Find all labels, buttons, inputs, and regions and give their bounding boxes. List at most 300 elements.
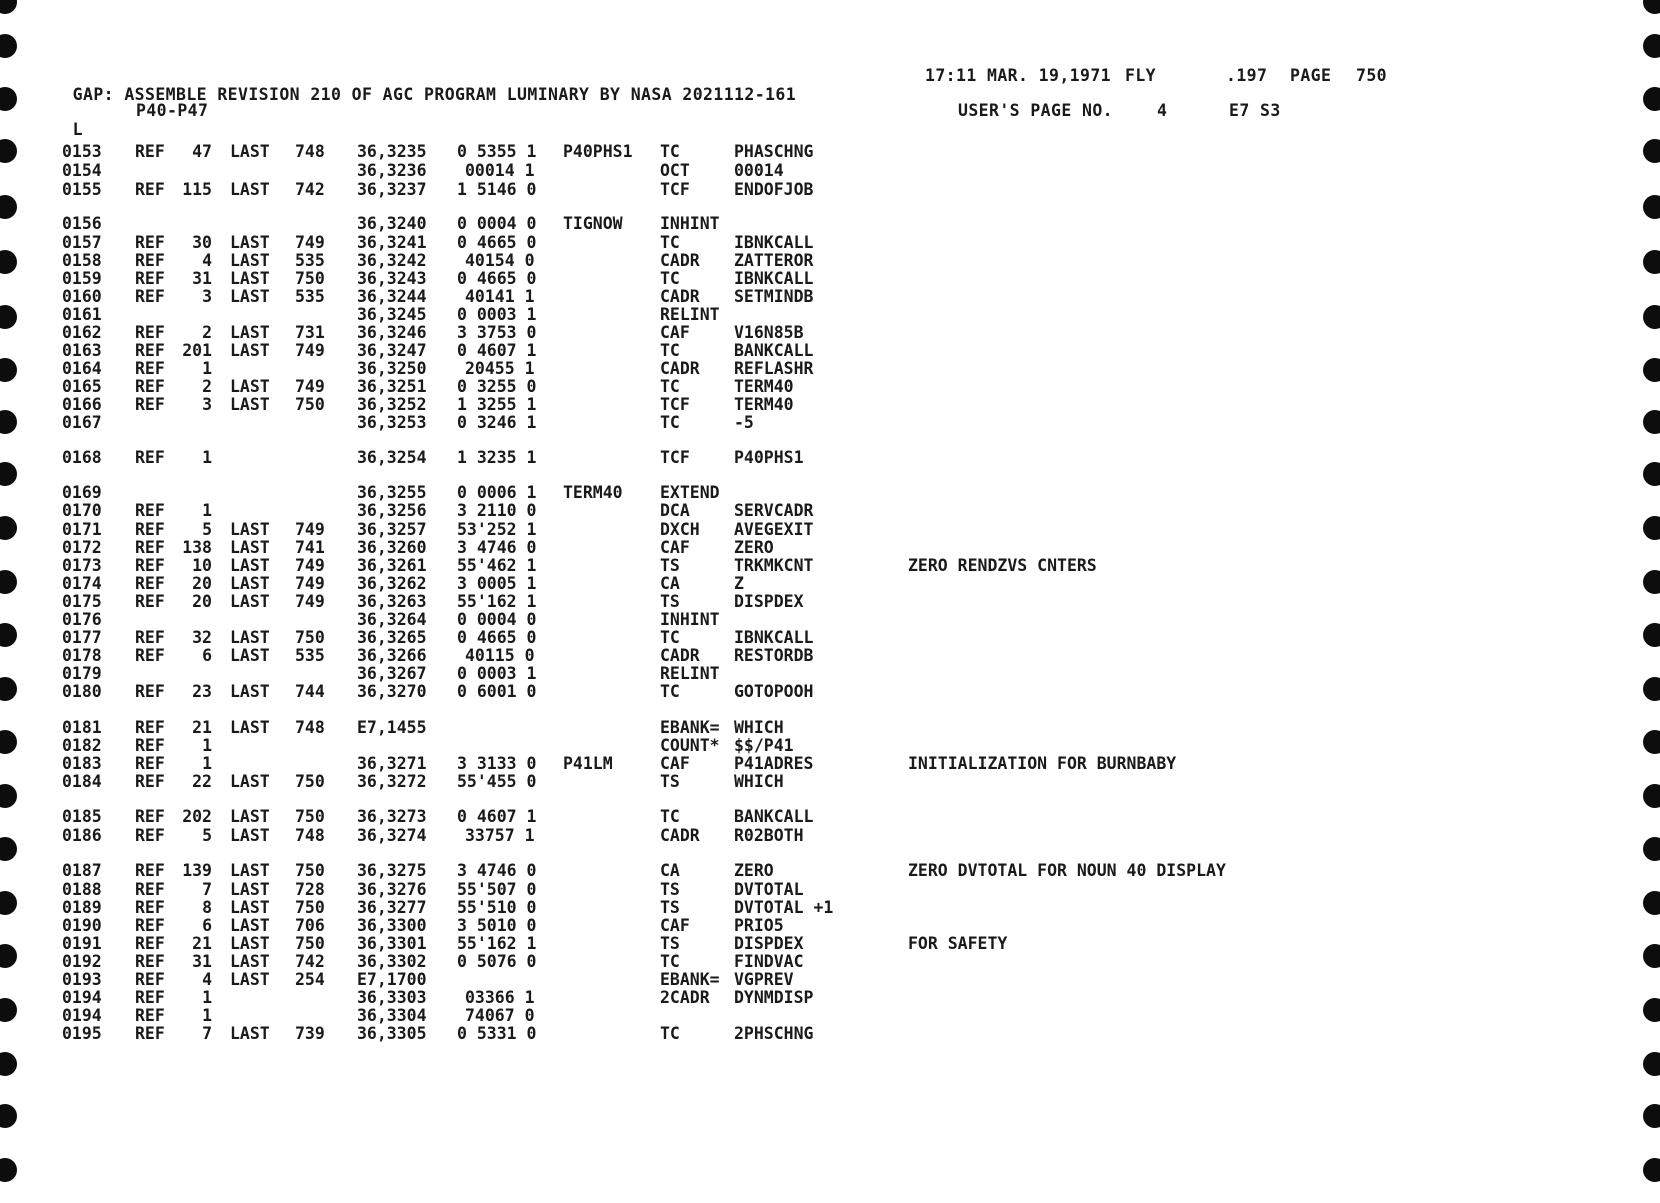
ref-count: 7 [202, 1024, 212, 1043]
line-number: 0173 [62, 556, 102, 575]
last-page: 742 [295, 952, 325, 971]
feed-hole [1643, 570, 1660, 594]
octal-code: 40154 0 [465, 251, 535, 270]
header-page-number: 750 [1356, 66, 1388, 85]
line-number: 0162 [62, 323, 102, 342]
ref-count: 10 [192, 556, 212, 575]
line-number: 0166 [62, 395, 102, 414]
operand: WHICH [734, 718, 784, 737]
opcode: COUNT* [660, 736, 720, 755]
feed-hole [1643, 195, 1660, 219]
last-page: 750 [295, 807, 325, 826]
line-number: 0175 [62, 592, 102, 611]
octal-code: 3 3133 0 [457, 754, 537, 773]
address: 36,3270 [357, 682, 427, 701]
ref-count: 1 [202, 501, 212, 520]
ref-count: 20 [192, 574, 212, 593]
last-keyword: LAST [230, 233, 270, 252]
opcode: RELINT [660, 664, 720, 683]
last-page: 728 [295, 880, 325, 899]
operand: RESTORDB [734, 646, 814, 665]
line-number: 0178 [62, 646, 102, 665]
octal-code: 0 0004 0 [457, 610, 537, 629]
feed-hole [1643, 462, 1660, 486]
address: 36,3266 [357, 646, 427, 665]
address: 36,3244 [357, 287, 427, 306]
ref-keyword: REF [135, 970, 165, 989]
opcode: TC [660, 377, 680, 396]
last-keyword: LAST [230, 180, 270, 199]
operand: DISPDEX [734, 592, 804, 611]
line-number: 0155 [62, 180, 102, 199]
feed-hole [1643, 998, 1660, 1022]
last-keyword: LAST [230, 592, 270, 611]
line-number: 0160 [62, 287, 102, 306]
opcode: RELINT [660, 305, 720, 324]
address: 36,3303 [357, 988, 427, 1007]
octal-code: 0 0006 1 [457, 483, 537, 502]
last-page: 731 [295, 323, 325, 342]
line-number: 0164 [62, 359, 102, 378]
ref-keyword: REF [135, 952, 165, 971]
opcode: TC [660, 1024, 680, 1043]
feed-hole [1643, 250, 1660, 274]
ref-keyword: REF [135, 898, 165, 917]
operand: BANKCALL [734, 341, 814, 360]
ref-keyword: REF [135, 861, 165, 880]
opcode: TC [660, 269, 680, 288]
last-page: 750 [295, 628, 325, 647]
address: 36,3257 [357, 520, 427, 539]
last-page: 748 [295, 718, 325, 737]
line-number: 0165 [62, 377, 102, 396]
address: 36,3247 [357, 341, 427, 360]
opcode: TCF [660, 395, 690, 414]
ref-keyword: REF [135, 880, 165, 899]
feed-hole [1643, 410, 1660, 434]
opcode: TCF [660, 448, 690, 467]
feed-hole [1643, 891, 1660, 915]
ref-count: 201 [182, 341, 212, 360]
feed-hole [0, 1158, 17, 1182]
line-number: 0159 [62, 269, 102, 288]
label: P40PHS1 [563, 142, 633, 161]
address: 36,3276 [357, 880, 427, 899]
octal-code: 3 0005 1 [457, 574, 537, 593]
address: 36,3277 [357, 898, 427, 917]
opcode: DCA [660, 501, 690, 520]
feed-hole [1643, 358, 1660, 382]
address: 36,3262 [357, 574, 427, 593]
last-page: 750 [295, 898, 325, 917]
opcode: EXTEND [660, 483, 720, 502]
address: 36,3273 [357, 807, 427, 826]
label: P41LM [563, 754, 613, 773]
opcode: TS [660, 556, 680, 575]
last-keyword: LAST [230, 377, 270, 396]
operand: IBNKCALL [734, 233, 814, 252]
ref-count: 32 [192, 628, 212, 647]
ref-count: 202 [182, 807, 212, 826]
octal-code: 03366 1 [465, 988, 535, 1007]
octal-code: 0 5355 1 [457, 142, 537, 161]
address: 36,3301 [357, 934, 427, 953]
octal-code: 00014 1 [465, 161, 535, 180]
last-page: 535 [295, 646, 325, 665]
octal-code: 20455 1 [465, 359, 535, 378]
operand: DVTOTAL +1 [734, 898, 834, 917]
ref-count: 2 [202, 377, 212, 396]
octal-code: 53'252 1 [457, 520, 537, 539]
feed-hole [1643, 623, 1660, 647]
feed-hole [1643, 784, 1660, 808]
opcode: TC [660, 807, 680, 826]
operand: VGPREV [734, 970, 794, 989]
address: 36,3240 [357, 214, 427, 233]
opcode: EBANK= [660, 718, 720, 737]
opcode: CADR [660, 251, 700, 270]
header-rate: .197 [1226, 66, 1268, 85]
operand: P40PHS1 [734, 448, 804, 467]
comment: INITIALIZATION FOR BURNBABY [908, 754, 1177, 773]
feed-hole [0, 358, 17, 382]
opcode: CADR [660, 646, 700, 665]
last-keyword: LAST [230, 287, 270, 306]
line-number: 0174 [62, 574, 102, 593]
ref-count: 115 [182, 180, 212, 199]
feed-hole [1643, 139, 1660, 163]
last-page: 750 [295, 772, 325, 791]
ref-count: 3 [202, 287, 212, 306]
ref-keyword: REF [135, 556, 165, 575]
feed-hole [1643, 1158, 1660, 1182]
last-keyword: LAST [230, 826, 270, 845]
feed-hole [0, 195, 17, 219]
line-number: 0163 [62, 341, 102, 360]
opcode: INHINT [660, 610, 720, 629]
opcode: CA [660, 574, 680, 593]
address: 36,3235 [357, 142, 427, 161]
address: 36,3256 [357, 501, 427, 520]
opcode: CAF [660, 754, 690, 773]
octal-code: 55'510 0 [457, 898, 537, 917]
octal-code: 55'455 0 [457, 772, 537, 791]
last-keyword: LAST [230, 718, 270, 737]
feed-hole [1643, 730, 1660, 754]
opcode: DXCH [660, 520, 700, 539]
line-number: 0184 [62, 772, 102, 791]
octal-code: 55'162 1 [457, 934, 537, 953]
ebank-sbank: E7 S3 [1229, 101, 1281, 120]
ref-count: 47 [192, 142, 212, 161]
ref-count: 3 [202, 395, 212, 414]
ref-keyword: REF [135, 538, 165, 557]
line-number: 0195 [62, 1024, 102, 1043]
feed-hole [0, 944, 17, 968]
ref-keyword: REF [135, 520, 165, 539]
feed-hole [1643, 0, 1660, 14]
address: 36,3255 [357, 483, 427, 502]
feed-hole [0, 891, 17, 915]
feed-hole [0, 305, 17, 329]
opcode: TCF [660, 180, 690, 199]
opcode: TC [660, 952, 680, 971]
ref-keyword: REF [135, 628, 165, 647]
header-l: L [72, 120, 84, 139]
ref-keyword: REF [135, 142, 165, 161]
line-number: 0181 [62, 718, 102, 737]
operand: 2PHSCHNG [734, 1024, 814, 1043]
ref-count: 31 [192, 952, 212, 971]
operand: WHICH [734, 772, 784, 791]
line-number: 0156 [62, 214, 102, 233]
address: 36,3254 [357, 448, 427, 467]
octal-code: 0 3255 0 [457, 377, 537, 396]
line-number: 0182 [62, 736, 102, 755]
label: TERM40 [563, 483, 623, 502]
operand: P41ADRES [734, 754, 814, 773]
opcode: TC [660, 233, 680, 252]
comment: ZERO RENDZVS CNTERS [908, 556, 1097, 575]
line-number: 0192 [62, 952, 102, 971]
last-keyword: LAST [230, 520, 270, 539]
line-number: 0180 [62, 682, 102, 701]
line-number: 0158 [62, 251, 102, 270]
line-number: 0168 [62, 448, 102, 467]
ref-keyword: REF [135, 251, 165, 270]
last-page: 749 [295, 341, 325, 360]
last-page: 750 [295, 395, 325, 414]
octal-code: 0 0004 0 [457, 214, 537, 233]
line-number: 0179 [62, 664, 102, 683]
operand: TRKMKCNT [734, 556, 814, 575]
ref-count: 23 [192, 682, 212, 701]
octal-code: 40115 0 [465, 646, 535, 665]
ref-count: 1 [202, 1006, 212, 1025]
line-number: 0154 [62, 161, 102, 180]
last-page: 750 [295, 269, 325, 288]
feed-hole [1643, 516, 1660, 540]
operand: Z [734, 574, 744, 593]
last-page: 749 [295, 520, 325, 539]
feed-hole [0, 998, 17, 1022]
operand: SERVCADR [734, 501, 814, 520]
last-keyword: LAST [230, 1024, 270, 1043]
line-number: 0190 [62, 916, 102, 935]
ref-keyword: REF [135, 341, 165, 360]
octal-code: 0 0003 1 [457, 305, 537, 324]
line-number: 0186 [62, 826, 102, 845]
operand: TERM40 [734, 395, 794, 414]
feed-hole [0, 784, 17, 808]
octal-code: 3 4746 0 [457, 861, 537, 880]
octal-code: 3 4746 0 [457, 538, 537, 557]
feed-hole [0, 462, 17, 486]
octal-code: 1 5146 0 [457, 180, 537, 199]
ref-keyword: REF [135, 592, 165, 611]
feed-hole [0, 730, 17, 754]
last-page: 739 [295, 1024, 325, 1043]
last-keyword: LAST [230, 970, 270, 989]
ref-count: 1 [202, 359, 212, 378]
octal-code: 0 0003 1 [457, 664, 537, 683]
opcode: TC [660, 142, 680, 161]
ref-count: 4 [202, 970, 212, 989]
last-keyword: LAST [230, 807, 270, 826]
header-time: 17:11 MAR. 19,1971 [925, 66, 1112, 85]
feed-hole [1643, 1052, 1660, 1076]
feed-hole [1643, 87, 1660, 111]
operand: ZERO [734, 861, 774, 880]
address: 36,3253 [357, 413, 427, 432]
ref-keyword: REF [135, 934, 165, 953]
address: 36,3300 [357, 916, 427, 935]
address: 36,3304 [357, 1006, 427, 1025]
ref-count: 1 [202, 988, 212, 1007]
octal-code: 33757 1 [465, 826, 535, 845]
ref-keyword: REF [135, 736, 165, 755]
address: 36,3275 [357, 861, 427, 880]
address: 36,3236 [357, 161, 427, 180]
operand: SETMINDB [734, 287, 814, 306]
line-number: 0170 [62, 501, 102, 520]
operand: IBNKCALL [734, 269, 814, 288]
opcode: TS [660, 880, 680, 899]
ref-count: 22 [192, 772, 212, 791]
last-page: 750 [295, 934, 325, 953]
last-keyword: LAST [230, 574, 270, 593]
address: 36,3271 [357, 754, 427, 773]
ref-keyword: REF [135, 233, 165, 252]
feed-hole [1643, 305, 1660, 329]
operand: DISPDEX [734, 934, 804, 953]
ref-keyword: REF [135, 916, 165, 935]
address: 36,3274 [357, 826, 427, 845]
octal-code: 0 4665 0 [457, 233, 537, 252]
line-number: 0191 [62, 934, 102, 953]
octal-code: 0 4607 1 [457, 341, 537, 360]
opcode: TC [660, 628, 680, 647]
last-keyword: LAST [230, 556, 270, 575]
operand: PHASCHNG [734, 142, 814, 161]
operand: FINDVAC [734, 952, 804, 971]
opcode: EBANK= [660, 970, 720, 989]
ref-count: 1 [202, 448, 212, 467]
last-keyword: LAST [230, 898, 270, 917]
address: 36,3242 [357, 251, 427, 270]
section-title: P40-P47 [136, 101, 209, 120]
last-page: 749 [295, 377, 325, 396]
line-number: 0176 [62, 610, 102, 629]
label: TIGNOW [563, 214, 623, 233]
operand: ZERO [734, 538, 774, 557]
octal-code: 40141 1 [465, 287, 535, 306]
last-keyword: LAST [230, 952, 270, 971]
last-page: 744 [295, 682, 325, 701]
operand: PRIO5 [734, 916, 784, 935]
operand: $$/P41 [734, 736, 794, 755]
opcode: TS [660, 592, 680, 611]
operand: R02BOTH [734, 826, 804, 845]
opcode: 2CADR [660, 988, 710, 1007]
ref-keyword: REF [135, 287, 165, 306]
left-tractor-feed [0, 0, 34, 1203]
line-number: 0188 [62, 880, 102, 899]
ref-count: 5 [202, 520, 212, 539]
operand: GOTOPOOH [734, 682, 814, 701]
last-keyword: LAST [230, 916, 270, 935]
last-keyword: LAST [230, 341, 270, 360]
last-keyword: LAST [230, 251, 270, 270]
feed-hole [0, 837, 17, 861]
feed-hole [1643, 837, 1660, 861]
line-number: 0171 [62, 520, 102, 539]
octal-code: 0 6001 0 [457, 682, 537, 701]
last-page: 535 [295, 251, 325, 270]
ref-count: 2 [202, 323, 212, 342]
ref-keyword: REF [135, 448, 165, 467]
line-number: 0187 [62, 861, 102, 880]
line-number: 0177 [62, 628, 102, 647]
last-keyword: LAST [230, 323, 270, 342]
address: 36,3243 [357, 269, 427, 288]
octal-code: 55'162 1 [457, 592, 537, 611]
octal-code: 0 4665 0 [457, 628, 537, 647]
octal-code: 1 3255 1 [457, 395, 537, 414]
last-page: 749 [295, 233, 325, 252]
octal-code: 55'462 1 [457, 556, 537, 575]
last-page: 706 [295, 916, 325, 935]
opcode: CAF [660, 323, 690, 342]
ref-keyword: REF [135, 807, 165, 826]
operand: DYNMDISP [734, 988, 814, 1007]
octal-code: 1 3235 1 [457, 448, 537, 467]
ref-keyword: REF [135, 395, 165, 414]
line-number: 0167 [62, 413, 102, 432]
last-page: 748 [295, 142, 325, 161]
feed-hole [0, 0, 17, 14]
ref-count: 4 [202, 251, 212, 270]
feed-hole [0, 139, 17, 163]
opcode: TC [660, 341, 680, 360]
octal-code: 0 5331 0 [457, 1024, 537, 1043]
last-page: 254 [295, 970, 325, 989]
opcode: CADR [660, 359, 700, 378]
line-number: 0161 [62, 305, 102, 324]
ref-keyword: REF [135, 359, 165, 378]
ref-keyword: REF [135, 682, 165, 701]
ref-keyword: REF [135, 826, 165, 845]
opcode: INHINT [660, 214, 720, 233]
operand: AVEGEXIT [734, 520, 814, 539]
last-keyword: LAST [230, 142, 270, 161]
feed-hole [1643, 34, 1660, 58]
ref-count: 21 [192, 718, 212, 737]
feed-hole [0, 34, 17, 58]
ref-keyword: REF [135, 1006, 165, 1025]
last-page: 749 [295, 592, 325, 611]
address: 36,3252 [357, 395, 427, 414]
address: 36,3302 [357, 952, 427, 971]
feed-hole [0, 570, 17, 594]
opcode: TS [660, 934, 680, 953]
ref-keyword: REF [135, 323, 165, 342]
address: E7,1455 [357, 718, 427, 737]
last-keyword: LAST [230, 646, 270, 665]
line-number: 0185 [62, 807, 102, 826]
octal-code: 74067 0 [465, 1006, 535, 1025]
octal-code: 0 4607 1 [457, 807, 537, 826]
